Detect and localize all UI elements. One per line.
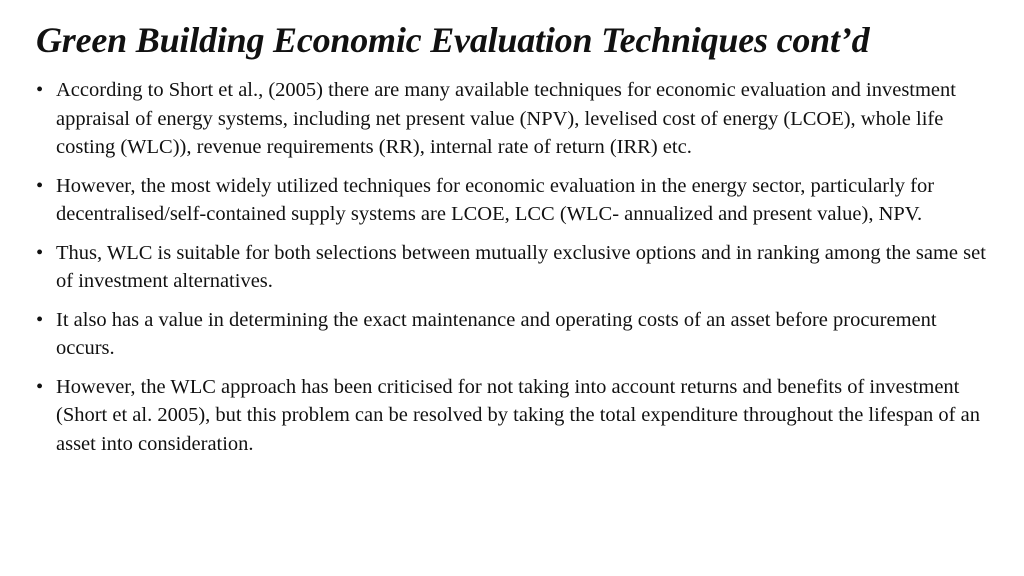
bullet-text: However, the WLC approach has been criticised for not taking into account returns and benefits of investment (Short et al. 2005), but this problem can be resolved by taking the total expenditure throughout the lifespan of an asset into consideration. <box>56 375 980 455</box>
bullet-item <box>36 373 994 459</box>
slide-title: Green Building Economic Evaluation Techniques cont’d <box>36 20 870 60</box>
bullet-text: According to Short et al., (2005) there are many available techniques for economic evaluation and investment appraisal of energy systems, including net present value (NPV), levelised cost of energy (LCOE), whole life costing (WLC)), revenue requirements (RR), internal rate of return (IRR) etc. <box>56 79 956 158</box>
bullet-list <box>36 76 994 458</box>
bullet-item <box>36 172 994 229</box>
bullet-item <box>36 76 994 162</box>
bullet-dot-icon: • <box>36 241 44 264</box>
bullet-text: However, the most widely utilized techniques for economic evaluation in the energy sector, particularly for decentralised/self-contained supply systems are LCOE, LCC (WLC- annualized and present value), NPV. <box>56 174 935 225</box>
bullet-dot-icon: • <box>36 308 44 331</box>
bullet-dot-icon: • <box>36 174 44 197</box>
bullet-text: Thus, WLC is suitable for both selections between mutually exclusive options and in ranking among the same set of investment alternatives. <box>56 241 986 292</box>
bullet-dot-icon: • <box>36 375 44 398</box>
bullet-text: It also has a value in determining the exact maintenance and operating costs of an asset before procurement occurs. <box>56 308 937 359</box>
bullet-item <box>36 239 994 296</box>
bullet-dot-icon: • <box>36 79 44 101</box>
bullet-item <box>36 306 994 363</box>
